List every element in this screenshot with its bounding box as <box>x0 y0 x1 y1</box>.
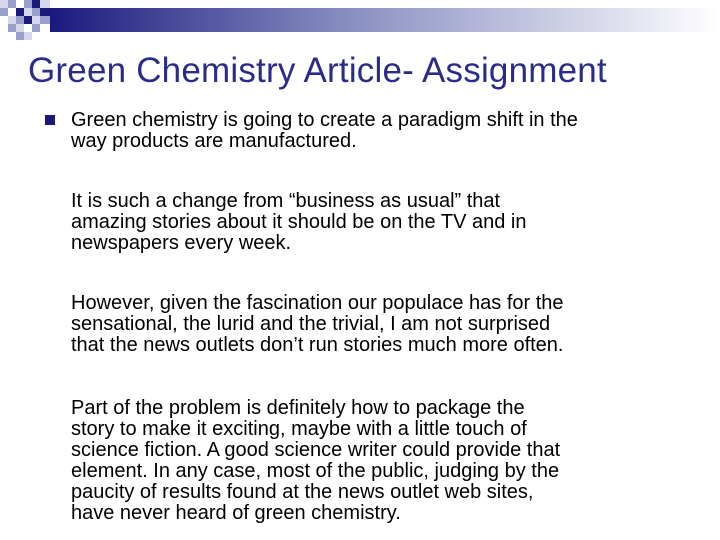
paragraph-1: Green chemistry is going to create a paradigm shift in the way products are manufactured. <box>71 109 578 152</box>
paragraph-4: Part of the problem is definitely how to package the story to make it exciting, maybe with a little touch of science fiction. A good science writer could provide that element. In any case, most of the public, judging by the paucity of results found at the news outlet web sites, have never heard of green chemistry. <box>71 397 561 524</box>
square-bullet-icon <box>45 115 55 125</box>
paragraph-2: It is such a change from “business as usual” that amazing stories about it should be on the TV and in newspapers every week. <box>71 190 527 254</box>
slide-title: Green Chemistry Article- Assignment <box>28 51 607 90</box>
paragraph-3: However, given the fascination our populace has for the sensational, the lurid and the trivial, I am not surprised that the news outlets don’t run stories much more often. <box>71 292 564 356</box>
